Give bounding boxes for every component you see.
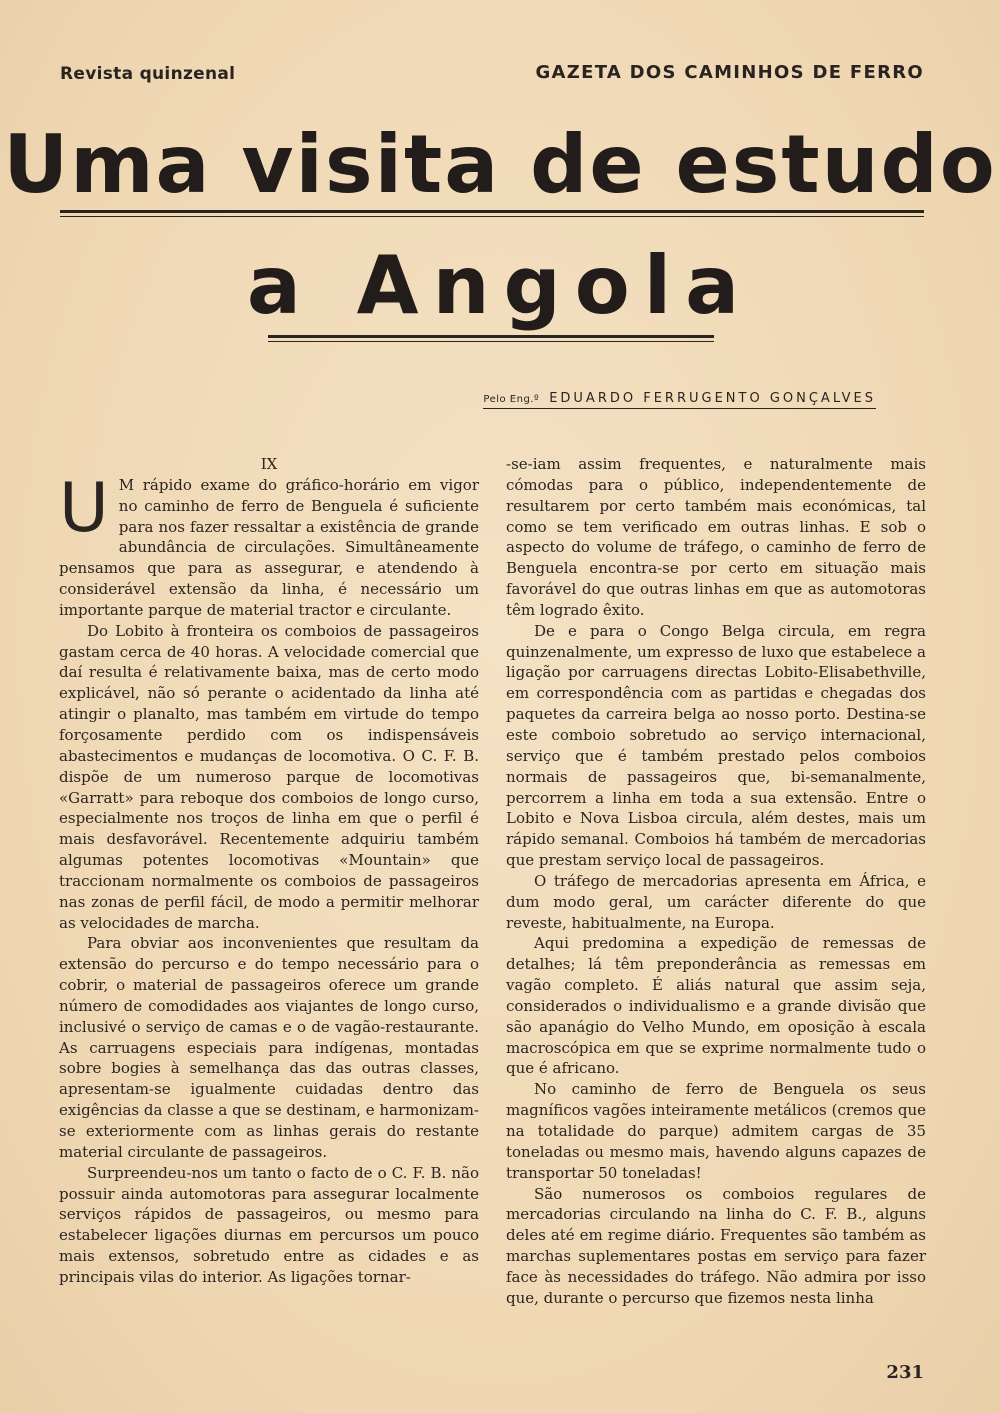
paragraph: No caminho de ferro de Benguela os seus magníficos vagões inteiramente metálicos (cremos que na totalidade do parque) admitem cargas de 35 toneladas ou mesmo mais, havendo alguns capazes de transportar 50 toneladas! [506,1080,926,1182]
paragraph: -se-iam assim frequentes, e naturalmente mais cómodas para o público, independentemente de resultarem por certo também mais económicas, tal como se tem verificado em outras linhas. E sob o aspecto do volume de tráfego, o caminho de ferro de Benguela encontra-se por certo em situação mais favorável do que outras linhas em que as automotoras têm logrado êxito. [506,455,926,619]
paragraph: Surpreendeu-nos um tanto o facto de o C. F. B. não possuir ainda automotoras para assegurar localmente serviços rápidos de passageiros, ou mesmo para estabelecer ligações diurnas em percursos um pouco mais extensos, sobretudo entre as cidades e as principais vilas do interior. As ligações tornar- [59,1163,479,1286]
paragraph: De e para o Congo Belga circula, em regra quinzenalmente, um expresso de luxo que estabelece a ligação por carruagens directas Lobito-Elisabethville, em correspondência com as partidas e chegadas dos paquetes da carreira belga ao nosso porto. Destina-se este comboio sobretudo ao serviço internacional, serviço que é também prestado pelos comboios normais de passageiros que, bi-semanalmente, percorrem a linha em toda a sua extensão. Entre o Lobito e Nova Lisboa circula, além destes, mais um rápido semanal. Comboios há também de mercadorias que prestam serviço local de passageiros. [506,621,926,870]
byline-prefix: Pelo Eng.º [483,394,540,405]
paragraph: São numerosos os comboios regulares de mercadorias circulando na linha do C. F. B., alguns deles até em regime diário. Frequentes são também as marchas suplementares postas em serviço para fazer face às necessidades do tráfego. Não admira por isso que, durante o percurso que fizemos nesta linha [506,1184,926,1307]
paragraph: O tráfego de mercadorias apresenta em África, e dum modo geral, um carácter diferente do que reveste, habitualmente, na Europa. [506,871,926,932]
paragraph-text: M rápido exame do gráfico-horário em vigor no caminho de ferro de Benguela é suficiente para nos fazer ressaltar a existência de grande abundância de circulações. Simultâneamente pensamos que para as assegurar, e atendendo à considerável extensão da linha, é necessário um importante parque de material tractor e circulante. [59,475,479,619]
section-number: IX [260,455,278,473]
author-byline [483,391,876,409]
drop-cap: U [59,468,109,548]
article-column-right [506,454,926,1309]
paragraph: Aqui predomina a expedição de remessas de detalhes; lá têm preponderância as remessas em vagão completo. É aliás natural que assim seja, considerados o individualismo e a grande divisão que são apanágio do Velho Mundo, em oposição à escala macroscópica em que se exprime normalmente tudo o que é africano. [506,934,926,1078]
paragraph: Do Lobito à fronteira os comboios de passageiros gastam cerca de 40 horas. A velocidade comercial que daí resulta é relativamente baixa, mas de certo modo explicável, não só perante o acidentado da linha até atingir o planalto, mas também em virtude do tempo forçosamente perdido com os indispensáveis abastecimentos e mudanças de locomotiva. O C. F. B. dispõe de um numeroso parque de locomotivas «Garratt» para reboque dos comboios de longo curso, especialmente nos troços de linha em que o perfil é mais desfavorável. Recentemente adquiriu também algumas potentes locomotivas «Mountain» que traccionam normalmente os comboios de passageiros nas zonas de perfil fácil, de modo a permitir melhorar as velocidades de marcha. [59,621,479,932]
paragraph [59,468,479,621]
header-publication-frequency: Revista quinzenal [60,64,236,84]
article-column-left [59,454,479,1288]
title-divider-bottom [268,335,714,342]
page-number: 231 [886,1362,924,1383]
paragraph: Para obviar aos inconvenientes que resultam da extensão do percurso e do tempo necessário para o cobrir, o material de passageiros oferece um grande número de comodidades aos viajantes de longo curso, inclusivé o serviço de camas e o de vagão-restaurante. As carruagens especiais para indígenas, montadas sobre bogies à semelhança das das outras classes, apresentam-se igualmente cuidadas dentro das exigências da classe a que se destinam, e harmonizam-se exteriormente com as linhas gerais do restante material circulante de passageiros. [59,934,479,1161]
header-magazine-name: GAZETA DOS CAMINHOS DE FERRO [535,62,924,83]
title-divider-top [60,210,924,217]
article-title-line-2: a Angola [246,239,754,332]
byline-author: EDUARDO FERRUGENTO GONÇALVES [549,391,876,406]
article-title-line-1: Uma visita de estudo [3,118,997,211]
